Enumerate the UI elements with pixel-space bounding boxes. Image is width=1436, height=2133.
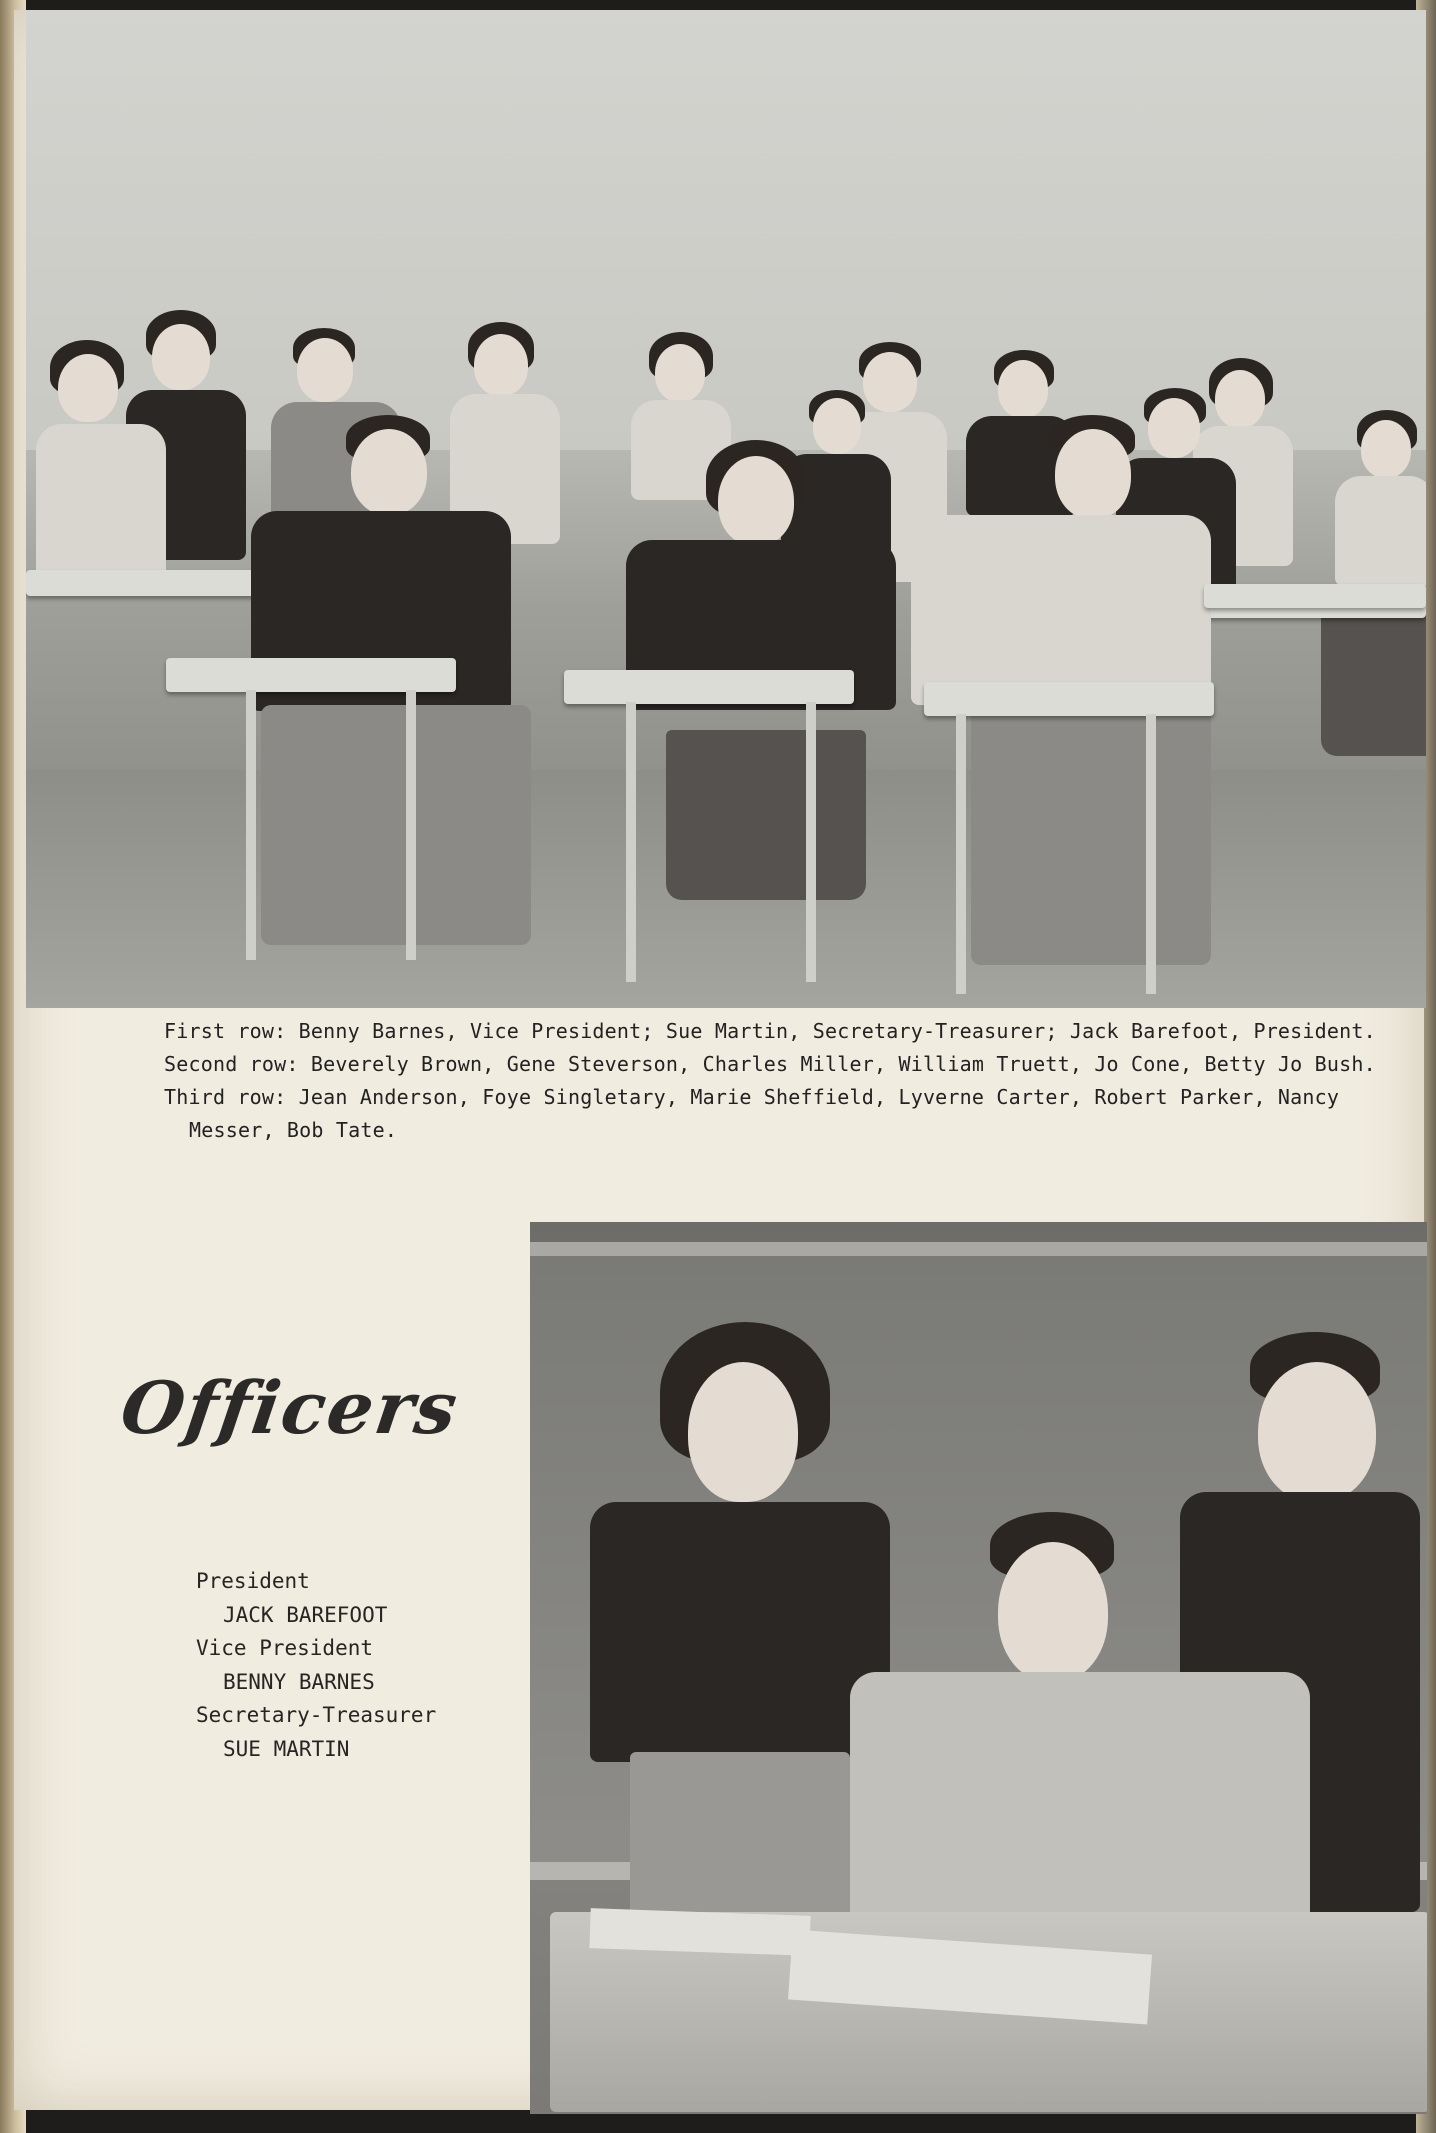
class-photo xyxy=(26,10,1426,1008)
officer-name: BENNY BARNES xyxy=(223,1669,375,1694)
caption-line-4: Messer, Bob Tate. xyxy=(189,1118,398,1142)
officers-photo xyxy=(530,1222,1427,2114)
yearbook-page xyxy=(14,10,1424,2110)
officer-role: Vice President xyxy=(196,1636,374,1660)
officers-title: Officers xyxy=(116,1365,465,1450)
officer-role: President xyxy=(196,1569,310,1593)
officer-list xyxy=(196,1565,436,1766)
caption-line-2: Second row: Beverely Brown, Gene Steverson, Charles Miller, William Truett, Jo Cone, Betty Jo Bush. xyxy=(164,1052,1376,1076)
caption-line-3: Third row: Jean Anderson, Foye Singletary, Marie Sheffield, Lyverne Carter, Robert Parker, Nancy xyxy=(164,1085,1340,1109)
caption-line-1: First row: Benny Barnes, Vice President; Sue Martin, Secretary-Treasurer; Jack Barefoot, President. xyxy=(164,1019,1376,1043)
class-caption xyxy=(164,1015,1394,1147)
officer-name: SUE MARTIN xyxy=(223,1736,350,1761)
officer-name: JACK BAREFOOT xyxy=(223,1602,388,1627)
officer-role: Secretary-Treasurer xyxy=(196,1703,437,1727)
